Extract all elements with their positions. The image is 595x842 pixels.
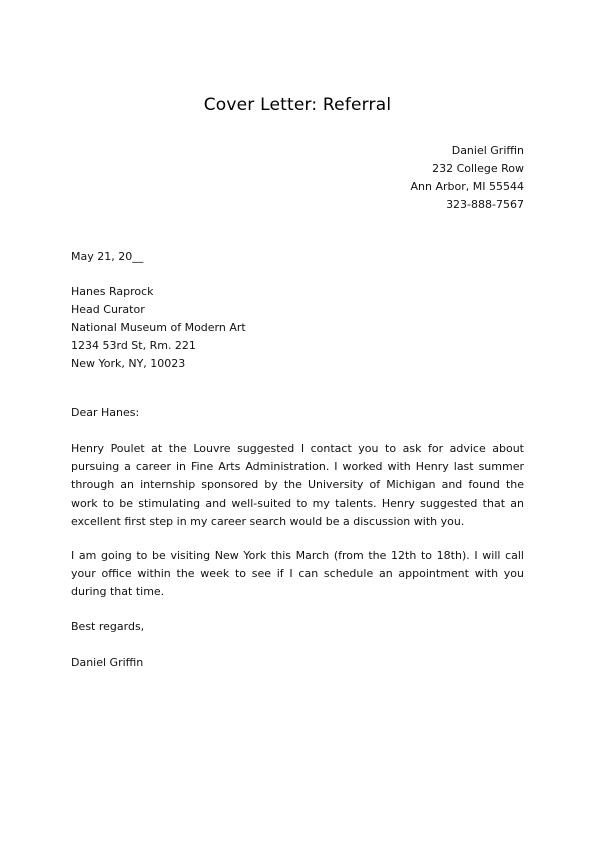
letter-date: May 21, 20__	[71, 250, 144, 263]
salutation: Dear Hanes:	[71, 406, 140, 419]
document-title: Cover Letter: Referral	[203, 95, 392, 115]
recipient-name: Hanes Raprock	[71, 285, 154, 298]
sender-address-block	[411, 142, 524, 214]
recipient-position: Head Curator	[71, 303, 145, 316]
sender-name: Daniel Griffin	[451, 144, 524, 157]
closing: Best regards,	[71, 620, 145, 633]
recipient-street: 1234 53rd St, Rm. 221	[71, 339, 196, 352]
body-paragraph-2: I am going to be visiting New York this March (from the 12th to 18th). I will call your office within the week to see if I can schedule an appointment with you during that time.	[71, 549, 524, 599]
recipient-city: New York, NY, 10023	[71, 357, 186, 370]
recipient-address-block	[71, 283, 246, 373]
recipient-organization: National Museum of Modern Art	[71, 321, 246, 334]
sender-city: Ann Arbor, MI 55544	[410, 180, 524, 193]
body-paragraph-1: Henry Poulet at the Louvre suggested I contact you to ask for advice about pursuing a career in Fine Arts Administration. I worked with Henry last summer through an internship sponsored by the University of Michigan and found the work to be stimulating and well-suited to my talents. Henry suggested that an excellent first step in my career search would be a discussion with you.	[71, 442, 524, 528]
signature-name: Daniel Griffin	[71, 656, 144, 669]
sender-street: 232 College Row	[432, 162, 524, 175]
sender-phone: 323-888-7567	[446, 198, 524, 211]
